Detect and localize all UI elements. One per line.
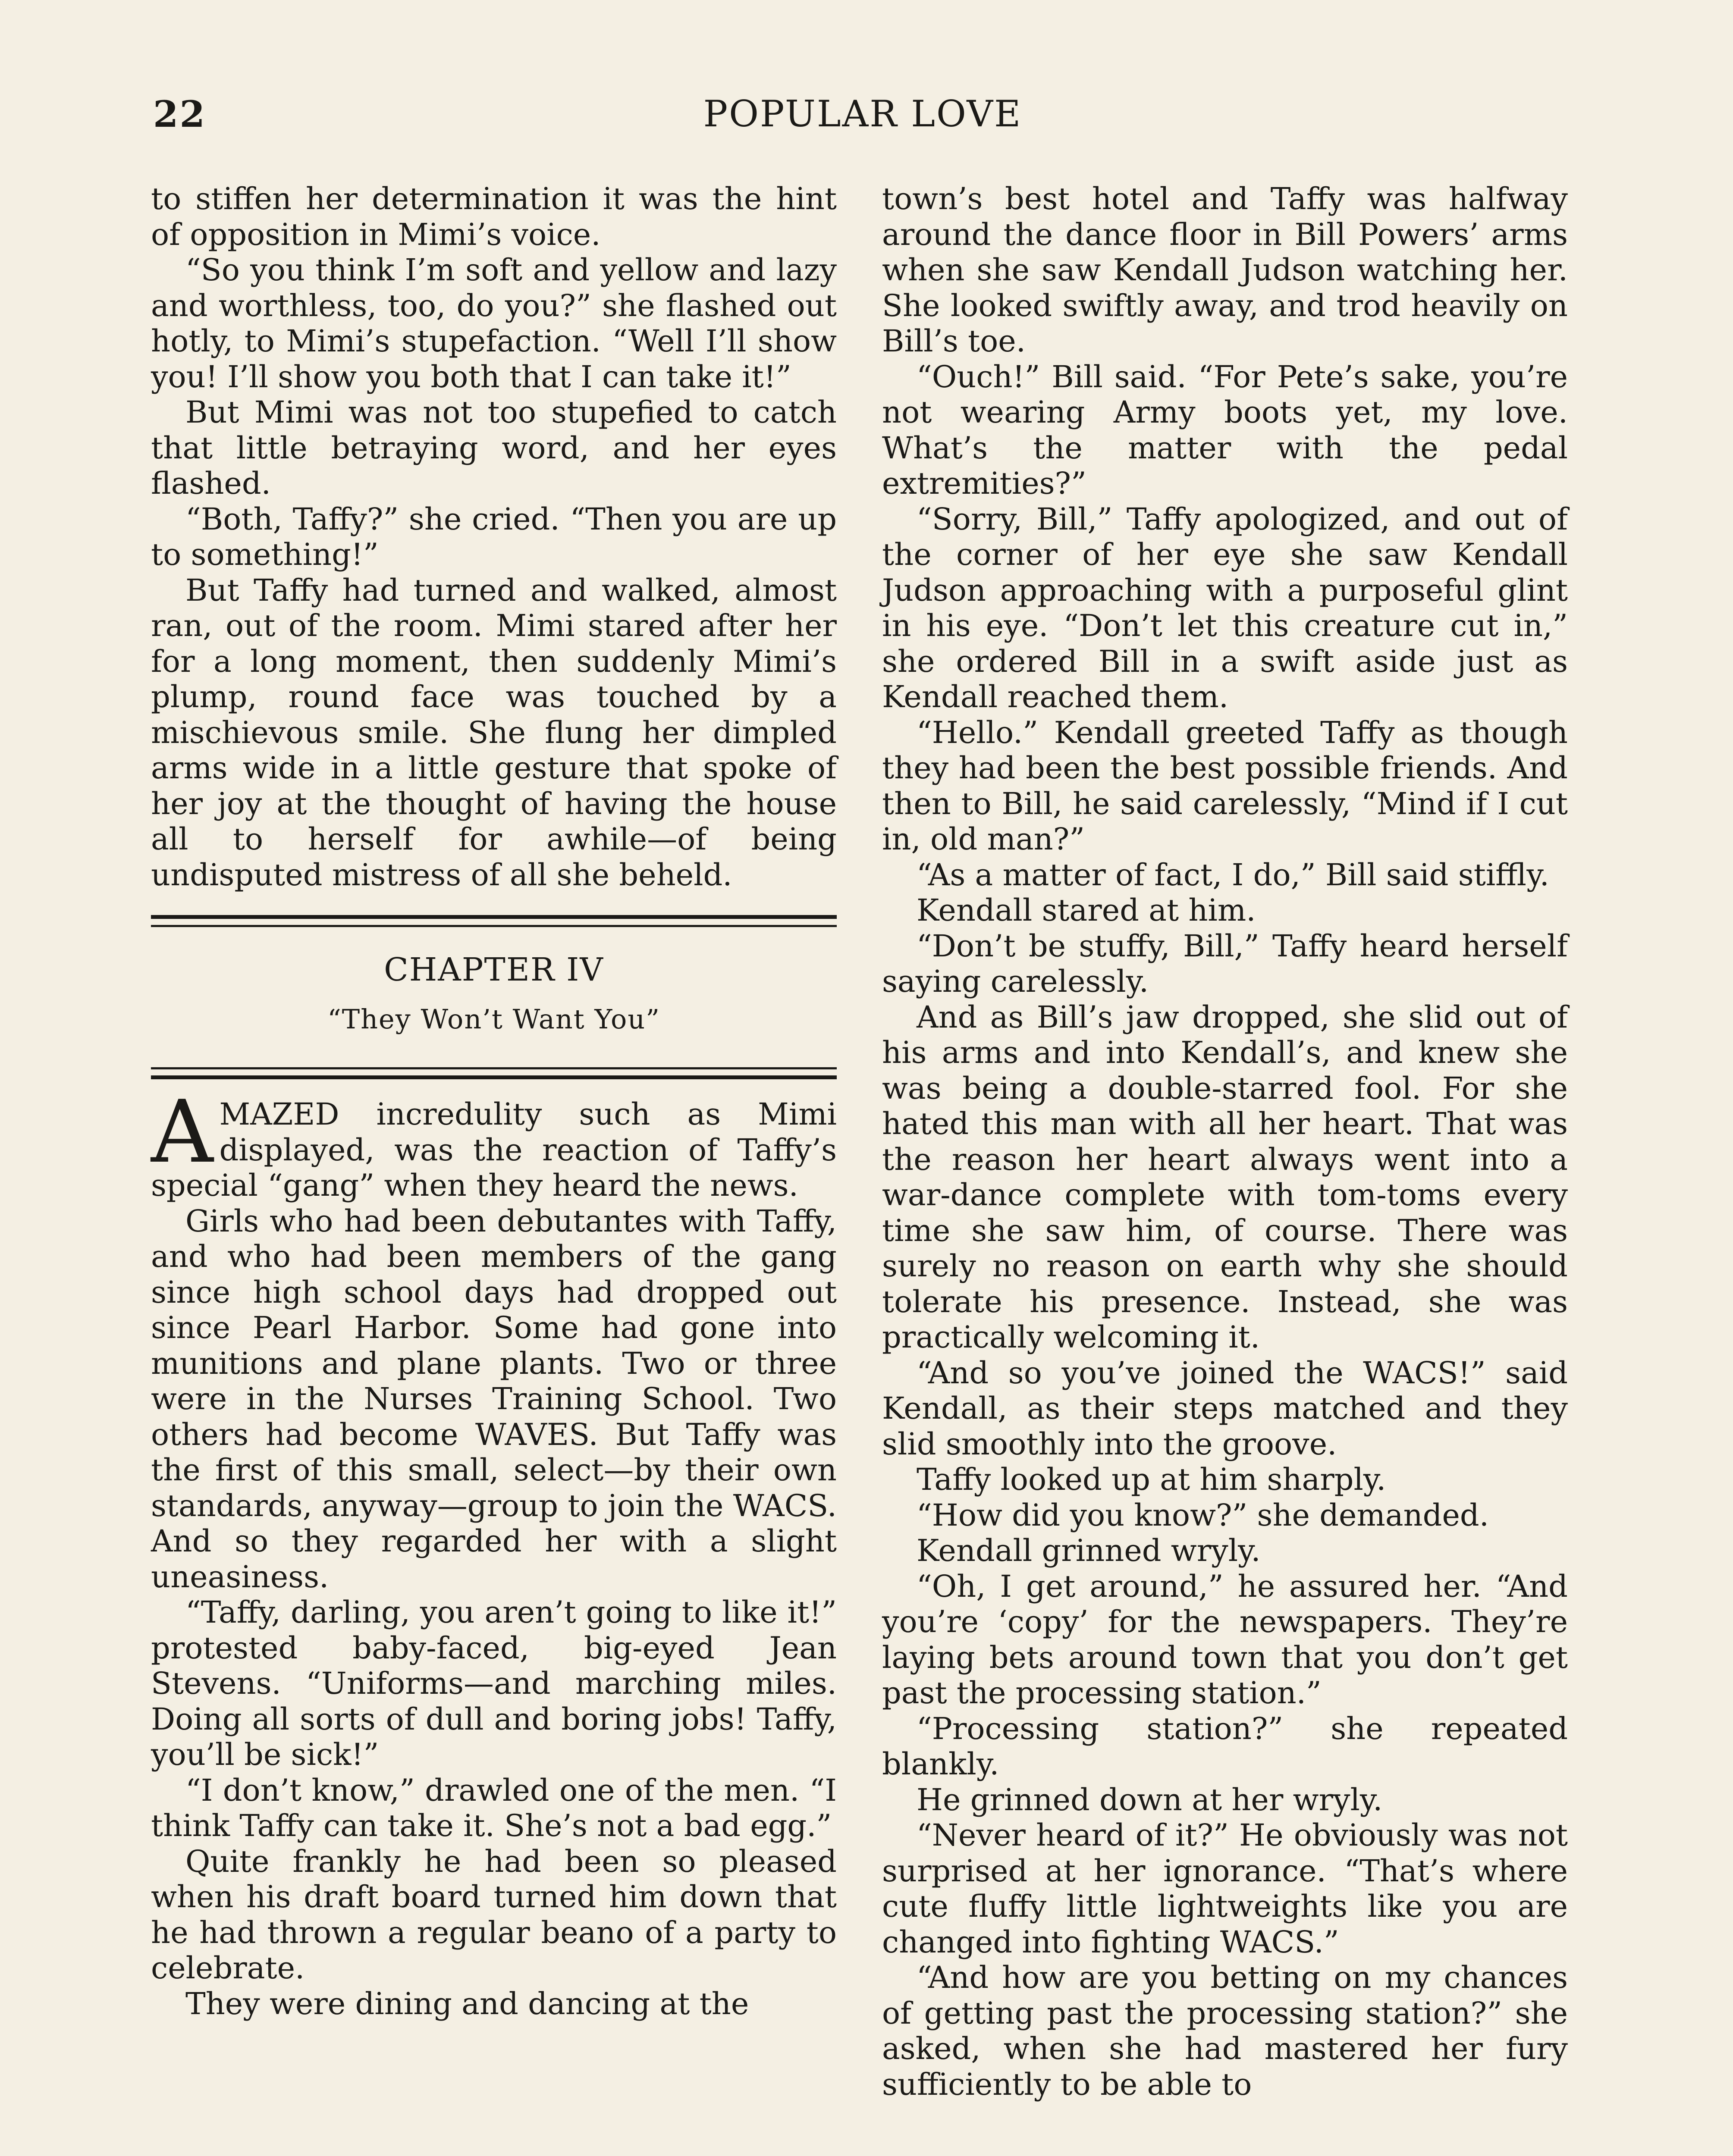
right-column xyxy=(882,181,1568,2156)
paragraph: “And so you’ve joined the WACS!” said Kendall, as their steps matched and they slid smoothly into the groove. xyxy=(882,1355,1568,1462)
paragraph: town’s best hotel and Taffy was halfway around the dance floor in Bill Powers’ arms when she saw Kendall Judson watching her. She looked swiftly away, and trod heavily on Bill’s toe. xyxy=(882,181,1568,359)
paragraph: And as Bill’s jaw dropped, she slid out of his arms and into Kendall’s, and knew she was being a double-starred fool. For she hated this man with all her heart. That was the reason her heart always went into a war-dance complete with tom-toms every time she saw him, of course. There was surely no reason on earth why she should tolerate his presence. Instead, she was practically welcoming it. xyxy=(882,999,1568,1355)
paragraph: “How did you know?” she demanded. xyxy=(917,1497,1489,1533)
paragraph: Kendall stared at him. xyxy=(917,893,1256,928)
paragraph: They were dining and dancing at the xyxy=(185,1986,749,2021)
left-column xyxy=(151,181,837,2156)
chapter-title: CHAPTER IV xyxy=(384,951,604,988)
paragraph: Quite frankly he had been so pleased when his draft board turned him down that he had thrown a regular beano of a party to celebrate. xyxy=(151,1843,837,1986)
chapter-opening-paragraph xyxy=(151,1082,837,1203)
paragraph: “I don’t know,” drawled one of the men. “I think Taffy can take it. She’s not a bad egg.” xyxy=(151,1772,837,1843)
page-header xyxy=(153,93,1572,144)
paragraph: “Hello.” Kendall greeted Taffy as though they had been the best possible friends. And then to Bill, he said carelessly, “Mind if I cut in, old man?” xyxy=(882,714,1568,857)
paragraph: “Processing station?” she repeated blankly. xyxy=(882,1711,1568,1782)
paragraph: “Ouch!” Bill said. “For Pete’s sake, you’re not wearing Army boots yet, my love. What’s the matter with the pedal extremities?” xyxy=(882,359,1568,501)
divider-thick xyxy=(151,1075,837,1079)
divider-thin xyxy=(151,925,837,927)
paragraph: to stiffen her determination it was the hint of opposition in Mimi’s voice. xyxy=(151,181,837,252)
divider-thin xyxy=(151,1067,837,1069)
paragraph: But Taffy had turned and walked, almost ran, out of the room. Mimi stared after her for a long moment, then suddenly Mimi’s plump, round face was touched by a mischievous smile. She flung her dimpled arms wide in a little gesture that spoke of her joy at the thought of having the house all to herself for awhile—of being undisputed mistress of all she beheld. xyxy=(151,572,837,893)
paragraph: “Taffy, darling, you aren’t going to like it!” protested baby-faced, big-eyed Jean Stevens. “Uniforms—and marching miles. Doing all sorts of dull and boring jobs! Taffy, you’ll be sick!” xyxy=(151,1595,837,1772)
page-number: 22 xyxy=(153,93,206,135)
paragraph: Taffy looked up at him sharply. xyxy=(917,1462,1386,1497)
paragraph: “And how are you betting on my chances of getting past the processing station?” she asked, when she had mastered her fury sufficiently to be able to xyxy=(882,1960,1568,2102)
paragraph: “Don’t be stuffy, Bill,” Taffy heard herself saying carelessly. xyxy=(882,928,1568,999)
chapter-opening-text: MAZED incredulity such as Mimi displayed, was the reaction of Taffy’s special “gang” when they heard the news. xyxy=(151,1097,837,1203)
paragraph: “Both, Taffy?” she cried. “Then you are up to something!” xyxy=(151,501,837,572)
paragraph: “Oh, I get around,” he assured her. “And you’re ‘copy’ for the newspapers. They’re laying bets around town that you don’t get past the processing station.” xyxy=(882,1568,1568,1711)
paragraph: “Sorry, Bill,” Taffy apologized, and out of the corner of her eye she saw Kendall Judson approaching with a purposeful glint in his eye. “Don’t let this creature cut in,” she ordered Bill in a swift aside just as Kendall reached them. xyxy=(882,501,1568,714)
chapter-divider-bottom xyxy=(151,1067,837,1079)
chapter-subtitle: “They Won’t Want You” xyxy=(327,1003,660,1035)
chapter-divider-top xyxy=(151,915,837,927)
paragraph: “So you think I’m soft and yellow and lazy and worthless, too, do you?” she flashed out hotly, to Mimi’s stupefaction. “Well I’ll show you! I’ll show you both that I can take it!” xyxy=(151,252,837,395)
paragraph: “As a matter of fact, I do,” Bill said stiffly. xyxy=(917,857,1549,893)
drop-cap: A xyxy=(151,1082,213,1182)
paragraph: He grinned down at her wryly. xyxy=(917,1782,1383,1818)
running-title: POPULAR LOVE xyxy=(703,93,1022,135)
paragraph: But Mimi was not too stupefied to catch that little betraying word, and her eyes flashed. xyxy=(151,395,837,501)
divider-thick xyxy=(151,915,837,919)
paragraph: “Never heard of it?” He obviously was not surprised at her ignorance. “That’s where cute fluffy little lightweights like you are changed into fighting WACS.” xyxy=(882,1818,1568,1960)
paragraph: Girls who had been debutantes with Taffy, and who had been members of the gang since high school days had dropped out since Pearl Harbor. Some had gone into munitions and plane plants. Two or three were in the Nurses Training School. Two others had become WAVES. But Taffy was the first of this small, select—by their own standards, anyway—group to join the WACS. And so they regarded her with a slight uneasiness. xyxy=(151,1203,837,1595)
paragraph: Kendall grinned wryly. xyxy=(917,1533,1261,1568)
